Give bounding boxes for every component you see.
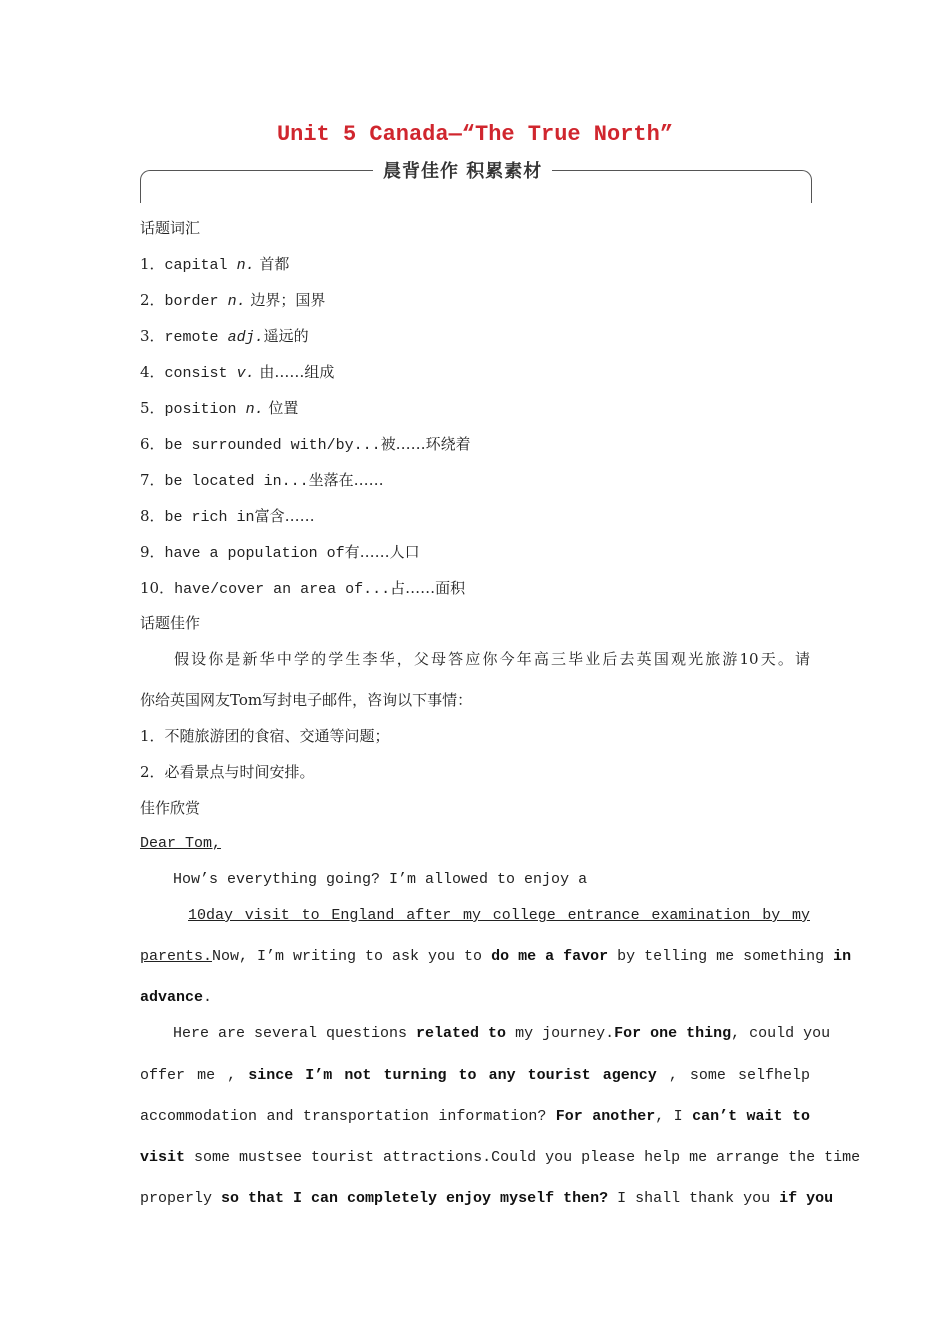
vocab-meaning: 首都 bbox=[254, 255, 290, 273]
letter-line: How’s everything going? I’m allowed to enjoy a bbox=[173, 871, 588, 888]
underlined-text: parents. bbox=[140, 948, 213, 965]
key-phrase: For one thing bbox=[614, 1025, 732, 1042]
letter-line bbox=[140, 1107, 810, 1127]
vocab-meaning: 富含…… bbox=[254, 507, 315, 525]
letter-text: Here are several questions bbox=[173, 1025, 417, 1042]
letter-text: some mustsee tourist attractions.Could you please help me arrange the time bbox=[185, 1149, 861, 1166]
vocab-meaning: 被……环绕着 bbox=[380, 435, 471, 453]
key-phrase: can’t wait to bbox=[692, 1108, 810, 1125]
vocab-number: 8． bbox=[140, 507, 165, 525]
vocab-item bbox=[140, 578, 465, 600]
vocab-number: 3． bbox=[140, 327, 165, 345]
vocab-meaning: 边界；国界 bbox=[245, 291, 326, 309]
letter-text: by telling me something bbox=[608, 948, 834, 965]
vocab-term: have a population of bbox=[164, 545, 345, 562]
vocab-meaning: 位置 bbox=[263, 399, 299, 417]
vocab-pos: n. bbox=[236, 257, 255, 274]
page-title: Unit 5 Canada—“The True North” bbox=[276, 122, 674, 147]
vocab-number: 7． bbox=[140, 471, 165, 489]
vocab-term: remote bbox=[164, 329, 228, 346]
vocab-term: border bbox=[164, 293, 228, 310]
vocab-item bbox=[140, 434, 471, 456]
vocab-item bbox=[140, 362, 334, 384]
vocab-term: be surrounded with/by... bbox=[164, 437, 381, 454]
letter-greeting: Dear Tom, bbox=[140, 835, 222, 852]
vocab-term: be located in... bbox=[164, 473, 309, 490]
vocab-term: be rich in bbox=[164, 509, 255, 526]
key-phrase: so that I can completely enjoy myself then? bbox=[221, 1190, 609, 1207]
vocab-term: position bbox=[164, 401, 246, 418]
vocab-number: 9． bbox=[140, 543, 165, 561]
vocab-number: 10． bbox=[140, 579, 175, 597]
key-phrase: in bbox=[833, 948, 852, 965]
vocab-number: 2． bbox=[140, 291, 165, 309]
letter-line bbox=[140, 947, 852, 967]
section-subheading: 晨背佳作 积累素材 bbox=[373, 157, 552, 183]
vocab-item bbox=[140, 290, 325, 312]
appreciation-heading: 佳作欣赏 bbox=[140, 799, 201, 817]
letter-line bbox=[173, 1024, 831, 1044]
vocab-term: have/cover an area of... bbox=[174, 581, 391, 598]
letter-line bbox=[140, 1148, 861, 1168]
key-phrase: visit bbox=[140, 1149, 186, 1166]
letter-text: , could you bbox=[731, 1025, 831, 1042]
letter-line bbox=[140, 1066, 810, 1086]
vocab-pos: v. bbox=[236, 365, 255, 382]
key-phrase: if you bbox=[779, 1190, 834, 1207]
key-phrase: For another bbox=[555, 1108, 656, 1125]
vocab-pos: n. bbox=[227, 293, 246, 310]
vocab-item bbox=[140, 542, 420, 564]
vocab-heading: 话题词汇 bbox=[140, 219, 201, 237]
letter-line bbox=[140, 988, 212, 1008]
letter-text: my journey. bbox=[506, 1025, 615, 1042]
prompt-item: 2．必看景点与时间安排。 bbox=[140, 763, 315, 781]
vocab-pos: adj. bbox=[227, 329, 264, 346]
vocab-item bbox=[140, 254, 289, 276]
vocab-number: 4． bbox=[140, 363, 165, 381]
vocab-meaning: 由……组成 bbox=[254, 363, 335, 381]
vocab-item bbox=[140, 398, 298, 420]
prompt-line: 假设你是新华中学的学生李华，父母答应你今年高三毕业后去英国观光旅游10天。请 bbox=[174, 650, 810, 668]
vocab-item bbox=[140, 506, 315, 528]
key-phrase: advance bbox=[140, 989, 204, 1006]
vocab-pos: n. bbox=[245, 401, 264, 418]
underlined-text: 10day visit to England after my college entrance examination by my bbox=[188, 907, 810, 924]
prompt-line: 你给英国网友Tom写封电子邮件，咨询以下事情： bbox=[140, 691, 473, 709]
letter-text: accommodation and transportation information? bbox=[140, 1108, 556, 1125]
letter-text: , some selfhelp bbox=[656, 1067, 810, 1084]
letter-text: . bbox=[203, 989, 213, 1006]
vocab-number: 5． bbox=[140, 399, 165, 417]
key-phrase: do me a favor bbox=[491, 948, 609, 965]
letter-text: I shall thank you bbox=[608, 1190, 780, 1207]
letter-line bbox=[140, 1189, 834, 1209]
vocab-number: 6． bbox=[140, 435, 165, 453]
vocab-meaning: 遥远的 bbox=[263, 327, 309, 345]
letter-text: properly bbox=[140, 1190, 222, 1207]
vocab-meaning: 有……人口 bbox=[344, 543, 420, 561]
vocab-item bbox=[140, 470, 384, 492]
letter-text: Now, I’m writing to ask you to bbox=[212, 948, 492, 965]
vocab-term: capital bbox=[164, 257, 237, 274]
writing-heading: 话题佳作 bbox=[140, 614, 201, 632]
prompt-item: 1．不随旅游团的食宿、交通等问题； bbox=[140, 727, 390, 745]
vocab-number: 1． bbox=[140, 255, 165, 273]
key-phrase: since I’m not turning to any tourist agency bbox=[248, 1067, 657, 1084]
vocab-meaning: 坐落在…… bbox=[308, 471, 384, 489]
vocab-item bbox=[140, 326, 309, 348]
letter-text: offer me , bbox=[140, 1067, 249, 1084]
vocab-meaning: 占……面积 bbox=[390, 579, 466, 597]
key-phrase: related to bbox=[416, 1025, 507, 1042]
vocab-term: consist bbox=[164, 365, 237, 382]
letter-text: , I bbox=[655, 1108, 693, 1125]
letter-line bbox=[188, 906, 810, 926]
